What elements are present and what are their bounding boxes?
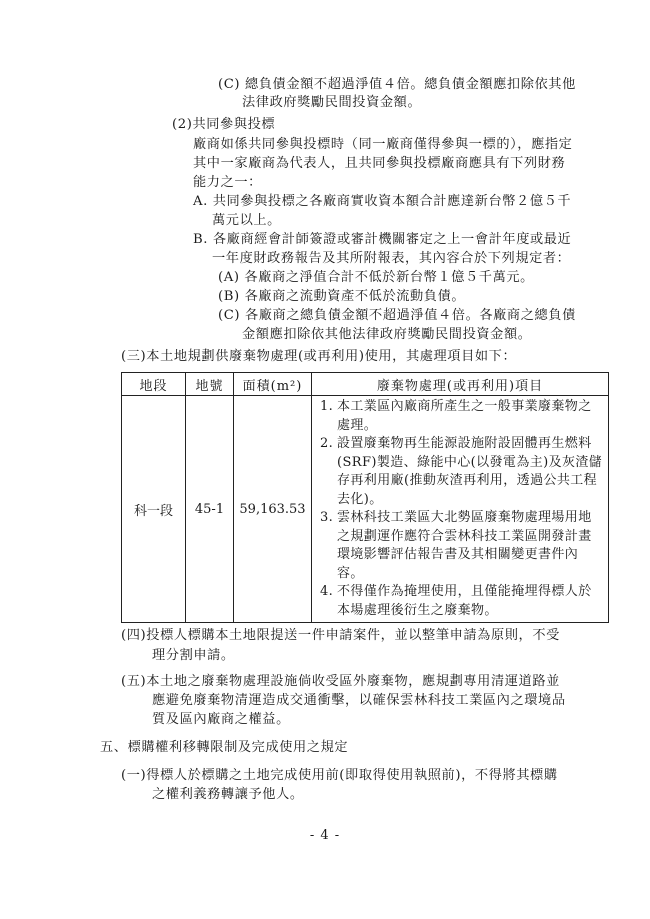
section-4-para-1: (四)投標人標購本土地限提送一件申請案件，並以整筆申請為原則，不受 bbox=[121, 628, 560, 643]
item-b-financial: B. 各廠商經會計師簽證或審計機關審定之上一會計年度或最近 bbox=[193, 232, 572, 247]
header-items: 廢棄物處理(或再利用)項目 bbox=[312, 373, 609, 396]
item-text: 本工業區內廠商所產生之一般事業廢棄物之處理。 bbox=[337, 399, 592, 433]
chapter-5-item-1-para-1: (一)得標人於標購之土地完成使用前(即取得使用執照前)，不得將其標購 bbox=[121, 768, 558, 783]
cell-lot: 45-1 bbox=[186, 396, 234, 623]
header-lot: 地號 bbox=[186, 373, 234, 396]
waste-land-table bbox=[121, 372, 609, 623]
item-text: 不得僅作為掩埋使用，且僅能掩埋得標人於本場處理後衍生之廢棄物。 bbox=[337, 584, 592, 618]
section-5-para-2: 應避免廢棄物清運造成交通衝擊，以確保雲林科技工業區內之環境品 bbox=[152, 693, 566, 708]
header-area: 面積(m²) bbox=[234, 373, 312, 396]
item-b-a-net-worth: (A) 各廠商之淨值合計不低於新台幣１億５千萬元。 bbox=[218, 270, 534, 285]
cell-items bbox=[312, 396, 609, 623]
item-text: 雲林科技工業區大北勢區廢棄物處理場用地之規劃運作應符合雲林科技工業區開發計畫環境影響評估報告書及其相關變更書件內容。 bbox=[337, 510, 592, 581]
heading-joint-bid: (2)共同參與投標 bbox=[172, 117, 276, 132]
page-number: - 4 - bbox=[309, 828, 341, 843]
section-5-para-1: (五)本土地之廢棄物處理設施倘收受區外廢棄物，應規劃專用清運道路並 bbox=[121, 674, 560, 689]
list-item bbox=[320, 398, 604, 435]
list-item bbox=[320, 435, 604, 509]
list-item bbox=[320, 509, 604, 583]
section-3-heading: (三)本土地規劃供廢棄物處理(或再利用)使用，其處理項目如下： bbox=[121, 349, 517, 364]
item-b-b-liquidity: (B) 各廠商之流動資產不低於流動負債。 bbox=[218, 289, 466, 304]
chapter-5-item-1-para-2: 之權利義務轉讓予他人。 bbox=[152, 787, 304, 802]
item-number: 3. bbox=[320, 510, 334, 525]
item-text: 設置廢棄物再生能源設施附設固體再生燃料(SRF)製造、綠能中心(以發電為主)及灰渣儲存再利用廠(推動灰渣再利用，透過公共工程去化)。 bbox=[337, 436, 603, 507]
item-b-c-total-debt-cont: 金額應扣除依其他法律政府獎勵民間投資金額。 bbox=[242, 327, 532, 342]
line-c-total-debt: (C) 總負債金額不超過淨值４倍。總負債金額應扣除依其他 bbox=[218, 77, 576, 92]
joint-bid-para-3: 能力之一： bbox=[193, 175, 262, 190]
item-a-capital-cont: 萬元以上。 bbox=[212, 213, 281, 228]
section-4-para-2: 理分割申請。 bbox=[152, 648, 235, 663]
item-number: 2. bbox=[320, 436, 334, 451]
item-b-c-total-debt: (C) 各廠商之總負債金額不超過淨值４倍。各廠商之總負債 bbox=[218, 308, 576, 323]
joint-bid-para-2: 其中一家廠商為代表人，且共同參與投標廠商應具有下列財務 bbox=[193, 156, 566, 171]
cell-section: 科一段 bbox=[122, 396, 186, 623]
item-number: 4. bbox=[320, 584, 334, 599]
list-item bbox=[320, 583, 604, 620]
chapter-5-heading: 五、標購權利移轉限制及完成使用之規定 bbox=[100, 740, 349, 755]
item-b-financial-cont: 一年度財政務報告及其所附報表，其內容合於下列規定者： bbox=[212, 251, 571, 266]
joint-bid-para-1: 廠商如係共同參與投標時（同一廠商僅得參與一標的），應指定 bbox=[193, 137, 573, 152]
table-header-row bbox=[122, 373, 609, 396]
section-5-para-3: 質及區內廠商之權益。 bbox=[152, 712, 290, 727]
cell-area: 59,163.53 bbox=[234, 396, 312, 623]
line-c-total-debt-cont: 法律政府獎勵民間投資金額。 bbox=[242, 95, 422, 110]
table-row bbox=[122, 396, 609, 623]
header-section: 地段 bbox=[122, 373, 186, 396]
item-a-capital: A. 共同參與投標之各廠商實收資本額合計應達新台幣２億５千 bbox=[193, 194, 572, 209]
item-number: 1. bbox=[320, 399, 334, 414]
